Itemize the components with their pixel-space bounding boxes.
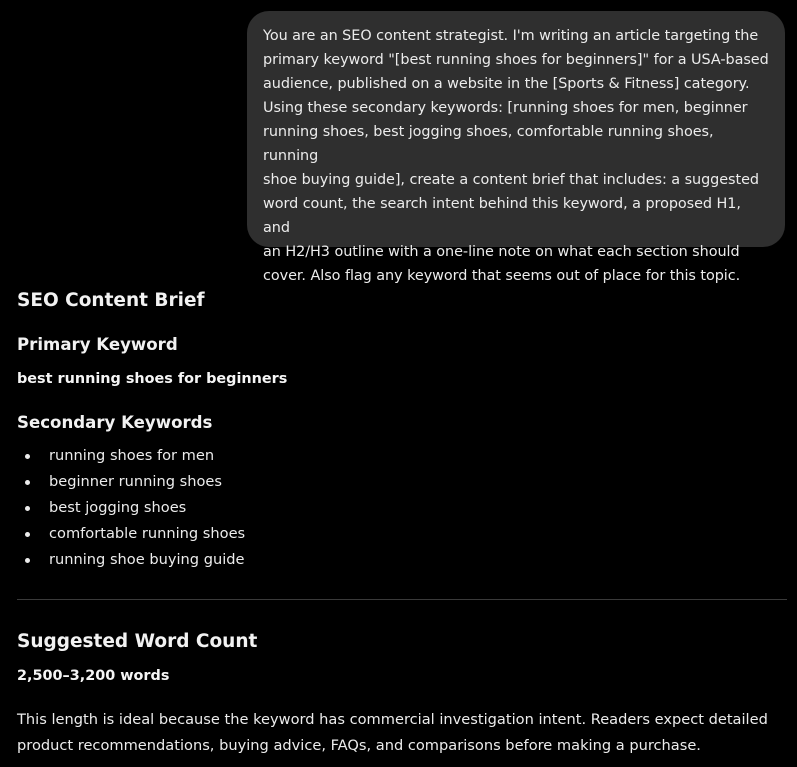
word-count-heading: Suggested Word Count [17,631,258,652]
list-item: beginner running shoes [17,469,245,495]
brief-title: SEO Content Brief [17,290,205,311]
list-item: best jogging shoes [17,495,245,521]
primary-keyword-heading: Primary Keyword [17,335,178,354]
secondary-keywords-heading: Secondary Keywords [17,413,213,432]
word-count-description: This length is ideal because the keyword has commercial investigation intent. Readers expect detailed product recommendations, buying advice, FAQs, and comparisons before making a purchase. [17,711,768,754]
primary-keyword-value: best running shoes for beginners [17,371,288,387]
list-item: running shoes for men [17,443,245,469]
secondary-keywords-list [17,443,245,573]
list-item: comfortable running shoes [17,521,245,547]
section-divider [17,599,787,600]
word-count-value: 2,500–3,200 words [17,668,170,684]
user-message-bubble: You are an SEO content strategist. I'm writing an article targeting the primary keyword "[best running shoes for beginners]" for a USA-based audience, published on a website in the [Sports & Fitness] category. Using these secondary keywords: [running shoes for men, beginner running shoes, best jogging shoes, comfortable running shoes, running shoe buying guide], create a content brief that includes: a suggested word count, the search intent behind this keyword, a proposed H1, and an H2/H3 outline with a one-line note on what each section should cover. Also flag any keyword that seems out of place for this topic. [247,11,785,247]
list-item: running shoe buying guide [17,547,245,573]
